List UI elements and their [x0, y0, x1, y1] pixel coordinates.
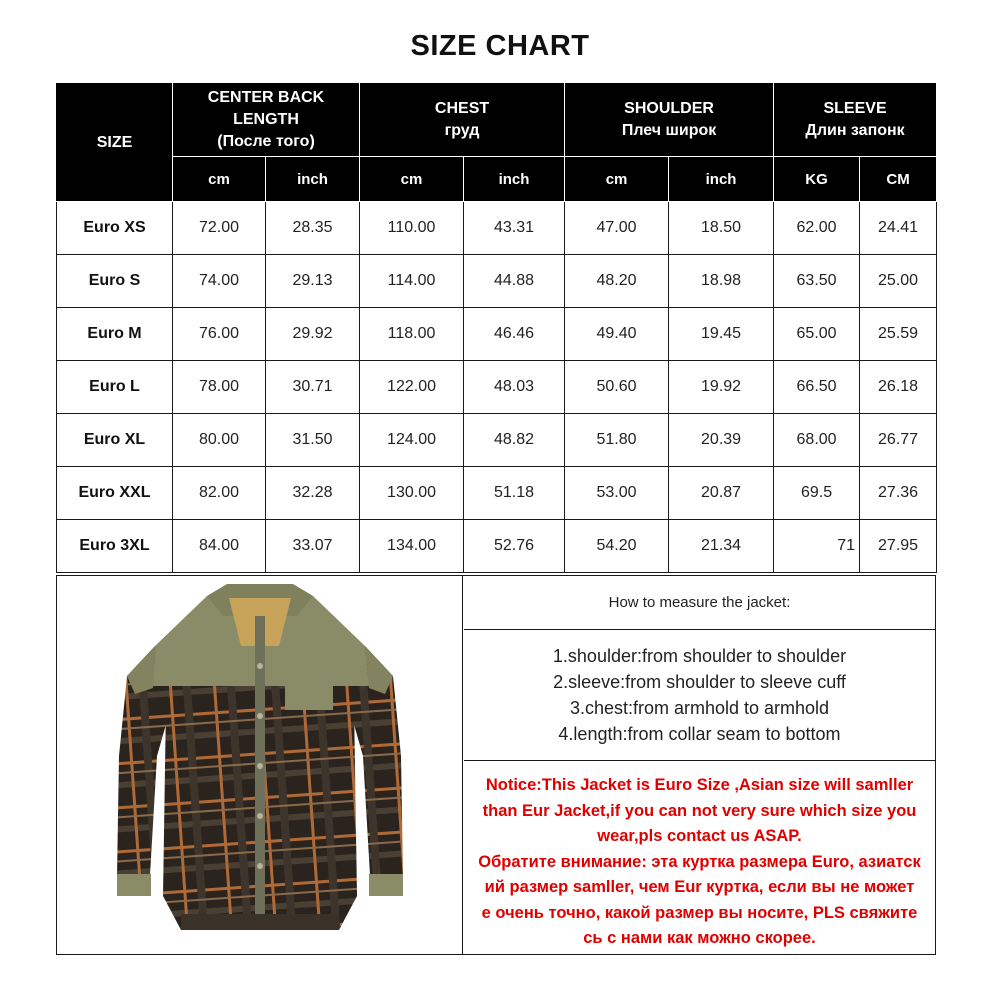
- measure-step: 4.length:from collar seam to bottom: [558, 724, 841, 744]
- table-row: [57, 308, 937, 361]
- measure-section: [56, 575, 936, 955]
- table-row: [57, 255, 937, 308]
- measurement-cell: 118.00: [360, 308, 464, 361]
- unit-header: inch: [464, 157, 565, 202]
- size-cell: Euro M: [57, 308, 173, 361]
- measurement-cell: 33.07: [266, 520, 360, 573]
- measurement-cell: 43.31: [464, 202, 565, 255]
- table-row: [57, 361, 937, 414]
- measurement-cell: 62.00: [774, 202, 860, 255]
- measurement-cell: 29.13: [266, 255, 360, 308]
- measurement-cell: 18.98: [669, 255, 774, 308]
- sleeve-header-en: SLEEVE: [823, 100, 887, 117]
- table-row: [57, 467, 937, 520]
- notice-line: е очень точно, какой размер вы носите, PLS свяжите: [481, 903, 918, 922]
- unit-header: cm: [173, 157, 266, 202]
- measurement-cell: 31.50: [266, 414, 360, 467]
- size-cell: Euro XS: [57, 202, 173, 255]
- measurement-cell: 28.35: [266, 202, 360, 255]
- measurement-cell: 19.45: [669, 308, 774, 361]
- size-cell: Euro XL: [57, 414, 173, 467]
- measurement-cell: 50.60: [565, 361, 669, 414]
- measurement-cell: 82.00: [173, 467, 266, 520]
- table-row: [57, 414, 937, 467]
- size-cell: Euro L: [57, 361, 173, 414]
- unit-header: cm: [565, 157, 669, 202]
- notice-line: Обратите внимание: эта куртка размера Euro, азиатск: [478, 852, 921, 871]
- unit-header: inch: [266, 157, 360, 202]
- measurement-cell: 32.28: [266, 467, 360, 520]
- measurement-cell: 72.00: [173, 202, 266, 255]
- unit-header: KG: [774, 157, 860, 202]
- size-cell: Euro 3XL: [57, 520, 173, 573]
- page-title: SIZE CHART: [410, 30, 590, 62]
- unit-header: CM: [860, 157, 937, 202]
- length-header-en: CENTER BACK LENGTH: [207, 89, 325, 128]
- notice-line: Notice:This Jacket is Euro Size ,Asian size will samller: [485, 776, 914, 794]
- measurement-cell: 30.71: [266, 361, 360, 414]
- measurement-cell: 25.00: [860, 255, 937, 308]
- size-header: SIZE: [57, 84, 173, 202]
- shoulder-header-ru: Плеч широк: [621, 122, 717, 139]
- measure-title: How to measure the jacket:: [464, 576, 935, 630]
- measurement-cell: 124.00: [360, 414, 464, 467]
- measurement-cell: 110.00: [360, 202, 464, 255]
- measurement-cell: 19.92: [669, 361, 774, 414]
- measurement-cell: 46.46: [464, 308, 565, 361]
- measure-steps: [464, 630, 935, 761]
- measurement-cell: 27.95: [860, 520, 937, 573]
- measurement-cell: 20.39: [669, 414, 774, 467]
- measurement-cell: 80.00: [173, 414, 266, 467]
- measurement-cell: 71: [774, 520, 860, 573]
- measurement-cell: 27.36: [860, 467, 937, 520]
- size-cell: Euro XXL: [57, 467, 173, 520]
- measurement-cell: 26.77: [860, 414, 937, 467]
- table-row: [57, 520, 937, 573]
- measurement-cell: 24.41: [860, 202, 937, 255]
- measurement-cell: 134.00: [360, 520, 464, 573]
- sleeve-header: [774, 84, 937, 157]
- measurement-cell: 53.00: [565, 467, 669, 520]
- measurement-cell: 48.82: [464, 414, 565, 467]
- plaid-jacket-image: [57, 576, 461, 952]
- chest-header: [360, 84, 565, 157]
- measurement-cell: 18.50: [669, 202, 774, 255]
- measure-step: 3.chest:from armhold to armhold: [569, 698, 830, 718]
- notice-line: than Eur Jacket,if you can not very sure which size you: [482, 801, 917, 820]
- measurement-cell: 26.18: [860, 361, 937, 414]
- measurement-cell: 47.00: [565, 202, 669, 255]
- size-cell: Euro S: [57, 255, 173, 308]
- unit-header: inch: [669, 157, 774, 202]
- chest-header-ru: груд: [444, 122, 480, 139]
- length-header-ru: (После того): [217, 133, 315, 150]
- measurement-cell: 63.50: [774, 255, 860, 308]
- measure-step: 2.sleeve:from shoulder to sleeve cuff: [553, 672, 846, 692]
- measurement-cell: 78.00: [173, 361, 266, 414]
- sleeve-header-ru: Длин запонк: [805, 122, 905, 139]
- jacket-photo: [57, 576, 463, 954]
- measurement-cell: 74.00: [173, 255, 266, 308]
- measurement-cell: 69.5: [774, 467, 860, 520]
- measurement-cell: 51.80: [565, 414, 669, 467]
- size-notice: [464, 761, 935, 954]
- measurement-cell: 68.00: [774, 414, 860, 467]
- unit-header: cm: [360, 157, 464, 202]
- measurement-cell: 130.00: [360, 467, 464, 520]
- measurement-cell: 51.18: [464, 467, 565, 520]
- measure-step: 1.shoulder:from shoulder to shoulder: [552, 646, 847, 666]
- measurement-cell: 54.20: [565, 520, 669, 573]
- measurement-cell: 76.00: [173, 308, 266, 361]
- measurement-cell: 66.50: [774, 361, 860, 414]
- length-header: [173, 84, 360, 157]
- measurement-cell: 25.59: [860, 308, 937, 361]
- measurement-cell: 49.40: [565, 308, 669, 361]
- measurement-cell: 114.00: [360, 255, 464, 308]
- shoulder-header-en: SHOULDER: [624, 100, 714, 117]
- measurement-cell: 29.92: [266, 308, 360, 361]
- table-row: [57, 202, 937, 255]
- measurement-cell: 122.00: [360, 361, 464, 414]
- shoulder-header: [565, 84, 774, 157]
- notice-line: сь с нами как можно скорее.: [583, 929, 816, 947]
- notice-line: wear,pls contact us ASAP.: [597, 827, 802, 845]
- measurement-cell: 84.00: [173, 520, 266, 573]
- measurement-cell: 48.20: [565, 255, 669, 308]
- measurement-cell: 65.00: [774, 308, 860, 361]
- notice-line: ий размер samller, чем Eur куртка, если вы не может: [484, 878, 915, 896]
- measurement-cell: 48.03: [464, 361, 565, 414]
- chest-header-en: CHEST: [434, 100, 490, 117]
- measurement-cell: 20.87: [669, 467, 774, 520]
- measurement-cell: 44.88: [464, 255, 565, 308]
- size-chart-table: [56, 83, 937, 573]
- measurement-cell: 21.34: [669, 520, 774, 573]
- measurement-cell: 52.76: [464, 520, 565, 573]
